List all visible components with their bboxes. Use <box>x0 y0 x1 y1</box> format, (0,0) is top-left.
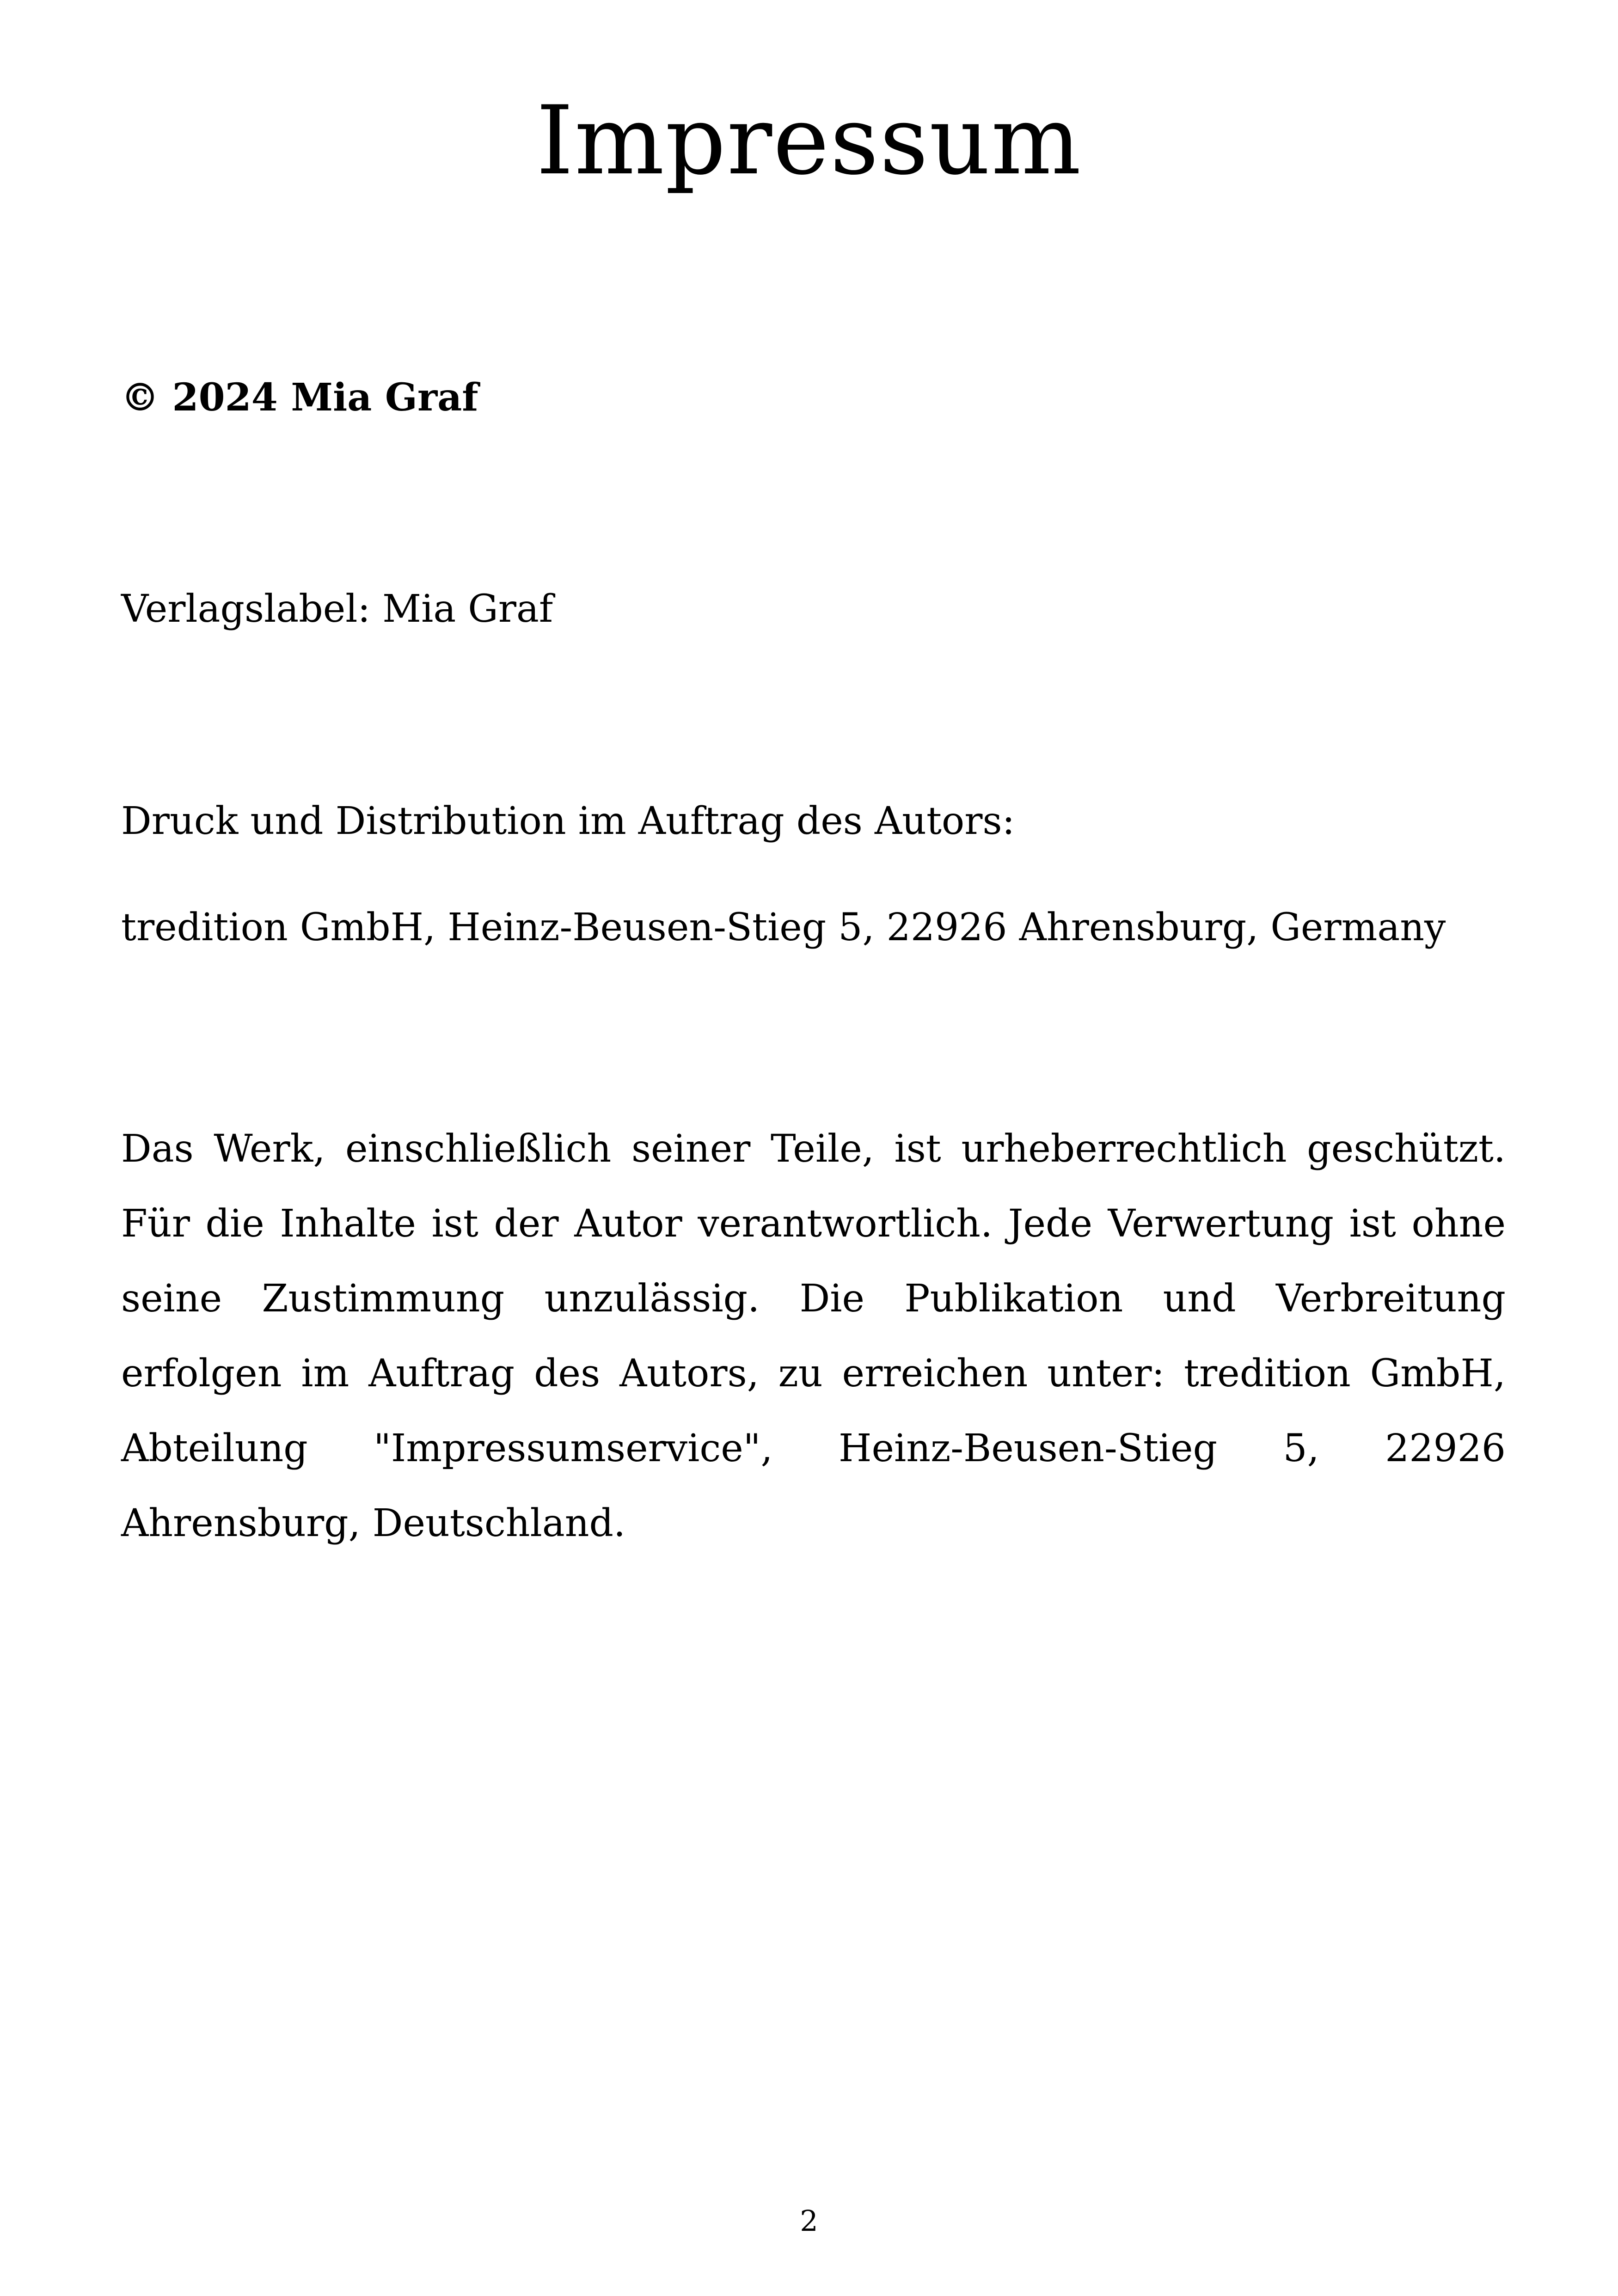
page-number: 2 <box>800 2204 818 2238</box>
publisher-label: Verlagslabel: Mia Graf <box>121 587 553 631</box>
print-distribution-heading: Druck und Distribution im Auftrag des Autors: <box>121 799 1015 843</box>
page-title: Impressum <box>536 86 1082 196</box>
printer-address: tredition GmbH, Heinz-Beusen-Stieg 5, 22926 Ahrensburg, Germany <box>121 906 1446 949</box>
rights-notice: Das Werk, einschließlich seiner Teile, ist urheberrechtlich geschützt. Für die Inhalte ist der Autor verantwortlich. Jede Verwertung ist ohne seine Zustimmung unzulässig. Die Publikation und Verbreitung erfolgen im Auftrag des Autors, zu erreichen unter: tredition GmbH, Abteilung "Impressumservice", Heinz-Beusen-Stieg 5, 22926 Ahrensburg, Deutschland. <box>121 1127 1506 1545</box>
copyright-line: © 2024 Mia Graf <box>121 375 478 420</box>
